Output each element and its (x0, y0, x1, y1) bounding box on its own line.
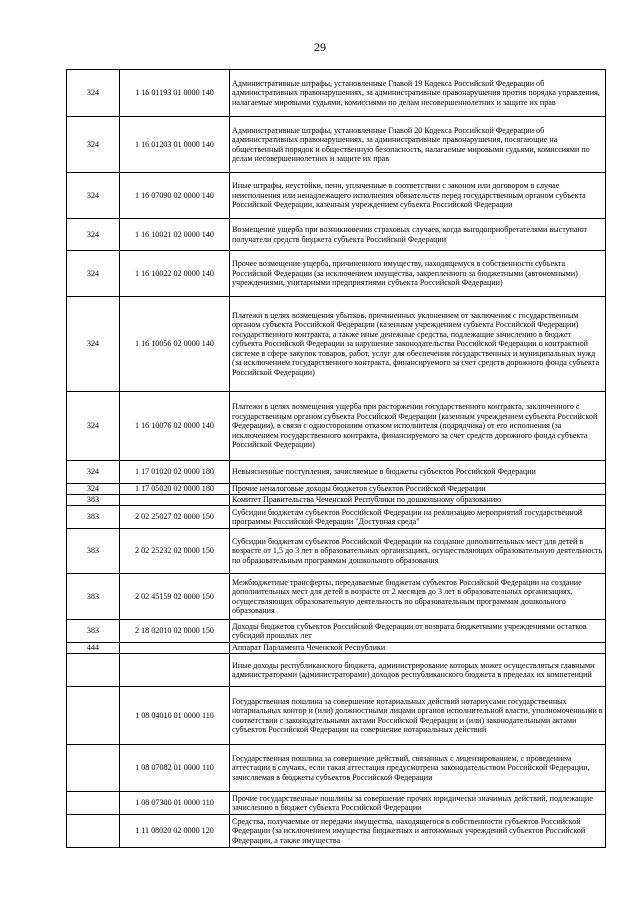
budget-code-cell: 1 17 05020 02 0000 180 (120, 484, 230, 495)
budget-code-cell: 1 16 01193 01 0000 140 (120, 70, 230, 117)
revenue-name-cell: Государственная пошлина за совершение действий, связанных с лицензированием, с проведением аттестации в случаях, если такая аттестация предусмотрена законодательством Российской Федерации, зачисляемая в бюджеты субъектов Российской Федерации (230, 745, 606, 792)
table-row (67, 219, 606, 251)
admin-code-cell: 383 (67, 529, 120, 574)
admin-code-cell: 383 (67, 574, 120, 620)
admin-code-cell: 324 (67, 484, 120, 495)
table-row (67, 506, 606, 529)
revenue-name-cell: Средства, получаемые от передачи имущества, находящегося в собственности субъектов Российской Федерации (за исключением имущества бюджетных и автономных учреждений субъектов Российской Федерации, а также имущества (230, 815, 606, 848)
revenue-name-cell: Субсидии бюджетам субъектов Российской Федерации на реализацию мероприятий государственной программы Российской Федерации "Доступная среда" (230, 506, 606, 529)
budget-code-cell: 1 17 01020 02 0000 180 (120, 461, 230, 484)
budget-code-cell: 1 16 10076 02 0000 140 (120, 392, 230, 461)
budget-code-cell: 1 16 10022 02 0000 140 (120, 251, 230, 297)
revenue-name-cell: Прочие государственные пошлины за совершение прочих юридически значимых действий, подлежащие зачислению в бюджет субъекта Российской Федерации (230, 792, 606, 815)
budget-code-cell: 1 16 10056 02 0000 140 (120, 297, 230, 392)
admin-code-cell: 383 (67, 620, 120, 643)
budget-code-cell (120, 495, 230, 506)
admin-code-cell: 324 (67, 173, 120, 219)
admin-code-cell: 324 (67, 70, 120, 117)
table-row (67, 815, 606, 848)
revenue-name-cell: Платежи в целях возмещения убытков, причиненных уклонением от заключения с государственным органом субъекта Российской Федерации (казенным учреждением субъекта Российской Федерации) государственного контракта, а также иные денежные средства, подлежащие зачислению в бюджет субъекта Российской Федерации за нарушение законодательства Российской Федерации о контрактной системе в сфере закупок товаров, работ, услуг для обеспечения государственных и муниципальных нужд (за исключением государственного контракта, финансируемого за счет средств дорожного фонда субъекта Российской Федерации) (230, 297, 606, 392)
admin-code-cell: 324 (67, 461, 120, 484)
table-body (67, 70, 606, 848)
table-row (67, 484, 606, 495)
revenue-codes-table (66, 69, 606, 848)
admin-code-cell: 324 (67, 297, 120, 392)
revenue-name-cell: Платежи в целях возмещения ущерба при расторжении государственного контракта, заключенного с государственным органом субъекта Российской Федерации (казенным учреждением субъекта Российской Федерации), в связи с односторонним отказом исполнителя (подрядчика) от его исполнения (за исключением государственного контракта, финансируемого за счет средств дорожного фонда субъекта Российской Федерации) (230, 392, 606, 461)
table-row (67, 745, 606, 792)
table-row (67, 297, 606, 392)
budget-code-cell: 2 02 25027 02 0000 150 (120, 506, 230, 529)
budget-code-cell: 2 18 02010 02 0000 150 (120, 620, 230, 643)
table-row (67, 654, 606, 687)
revenue-name-cell: Иные штрафы, неустойки, пени, уплаченные в соответствии с законом или договором в случае неисполнения или ненадлежащего исполнения обязательств перед государственным органом субъекта Российской Федерации, казенным учреждением субъекта Российской Федерации (230, 173, 606, 219)
table-row (67, 620, 606, 643)
budget-code-cell: 1 08 07300 01 0000 110 (120, 792, 230, 815)
table-row (67, 574, 606, 620)
admin-code-cell: 324 (67, 251, 120, 297)
admin-code-cell (67, 745, 120, 792)
admin-code-cell (67, 815, 120, 848)
revenue-name-cell: Доходы бюджетов субъектов Российской Федерации от возврата бюджетными учреждениями остатков субсидий прошлых лет (230, 620, 606, 643)
table-row (67, 392, 606, 461)
revenue-name-cell: Комитет Правительства Чеченской Республики по дошкольному образованию (230, 495, 606, 506)
revenue-name-cell: Иные доходы республиканского бюджета, администрирование которых может осуществляться главными администраторами (администраторами) доходов республиканского бюджета в пределах их компетенций (230, 654, 606, 687)
budget-code-cell: 1 08 04010 01 0000 110 (120, 687, 230, 745)
revenue-name-cell: Административные штрафы, установленные Главой 19 Кодекса Российской Федерации об административных правонарушениях, за административные правонарушения против порядка управления, налагаемые мировыми судьями, комиссиями по делам несовершеннолетних и защите их прав (230, 70, 606, 117)
admin-code-cell: 324 (67, 219, 120, 251)
table-row (67, 117, 606, 173)
revenue-name-cell: Межбюджетные трансферты, передаваемые бюджетам субъектов Российской Федерации на создание дополнительных мест для детей в возрасте от 2 месяцев до 3 лет в образовательных организациях, осуществляющих образовательную деятельность по образовательным программам дошкольного образования (230, 574, 606, 620)
revenue-name-cell: Субсидии бюджетам субъектов Российской Федерации на создание дополнительных мест для детей в возрасте от 1,5 до 3 лет в образовательных организациях, осуществляющих образовательную деятельность по образовательным программам дошкольного образования (230, 529, 606, 574)
table-row (67, 70, 606, 117)
table-row (67, 792, 606, 815)
revenue-name-cell: Невыясненные поступления, зачисляемые в бюджеты субъектов Российской Федерации (230, 461, 606, 484)
revenue-name-cell: Аппарат Парламента Чеченской Республики (230, 643, 606, 654)
table-row (67, 173, 606, 219)
budget-code-cell (120, 643, 230, 654)
page-number: 29 (314, 40, 326, 54)
admin-code-cell: 444 (67, 643, 120, 654)
revenue-name-cell: Прочее возмещение ущерба, причиненного имуществу, находящемуся в собственности субъекта Российской Федерации (за исключением имущества, закрепленного за бюджетными (автономными) учреждениями, унитарными предприятиями субъекта Российской Федерации) (230, 251, 606, 297)
revenue-name-cell: Прочие неналоговые доходы бюджетов субъектов Российской Федерации (230, 484, 606, 495)
budget-code-cell: 1 11 08020 02 0000 120 (120, 815, 230, 848)
table-row (67, 461, 606, 484)
budget-code-cell: 2 02 45159 02 0000 150 (120, 574, 230, 620)
table-row (67, 687, 606, 745)
admin-code-cell (67, 687, 120, 745)
budget-code-cell: 1 08 07082 01 0000 110 (120, 745, 230, 792)
budget-code-cell: 1 16 01203 01 0000 140 (120, 117, 230, 173)
admin-code-cell: 383 (67, 506, 120, 529)
admin-code-cell: 324 (67, 117, 120, 173)
table-row (67, 251, 606, 297)
budget-code-cell (120, 654, 230, 687)
table-row (67, 643, 606, 654)
budget-code-cell: 1 16 07090 02 0000 140 (120, 173, 230, 219)
revenue-name-cell: Возмещение ущерба при возникновении страховых случаев, когда выгодоприобретателями выступают получатели средств бюджета субъекта Российской Федерации (230, 219, 606, 251)
budget-code-cell: 2 02 25232 02 0000 150 (120, 529, 230, 574)
admin-code-cell (67, 792, 120, 815)
revenue-name-cell: Государственная пошлина за совершение нотариальных действий нотариусами государственных нотариальных контор и (или) должностными лицами органов исполнительной власти, уполномоченными в соответствии с законодательными актами Российской Федерации и (или) законодательными актами субъектов Российской Федерации на совершение нотариальных действий (230, 687, 606, 745)
revenue-name-cell: Административные штрафы, установленные Главой 20 Кодекса Российской Федерации об административных правонарушениях, за административные правонарушения, посягающие на общественный порядок и общественную безопасность, налагаемые мировыми судьями, комиссиями по делам несовершеннолетних и защите их прав (230, 117, 606, 173)
admin-code-cell: 383 (67, 495, 120, 506)
admin-code-cell (67, 654, 120, 687)
table-row (67, 529, 606, 574)
admin-code-cell: 324 (67, 392, 120, 461)
table-row (67, 495, 606, 506)
budget-code-cell: 1 16 10021 02 0000 140 (120, 219, 230, 251)
